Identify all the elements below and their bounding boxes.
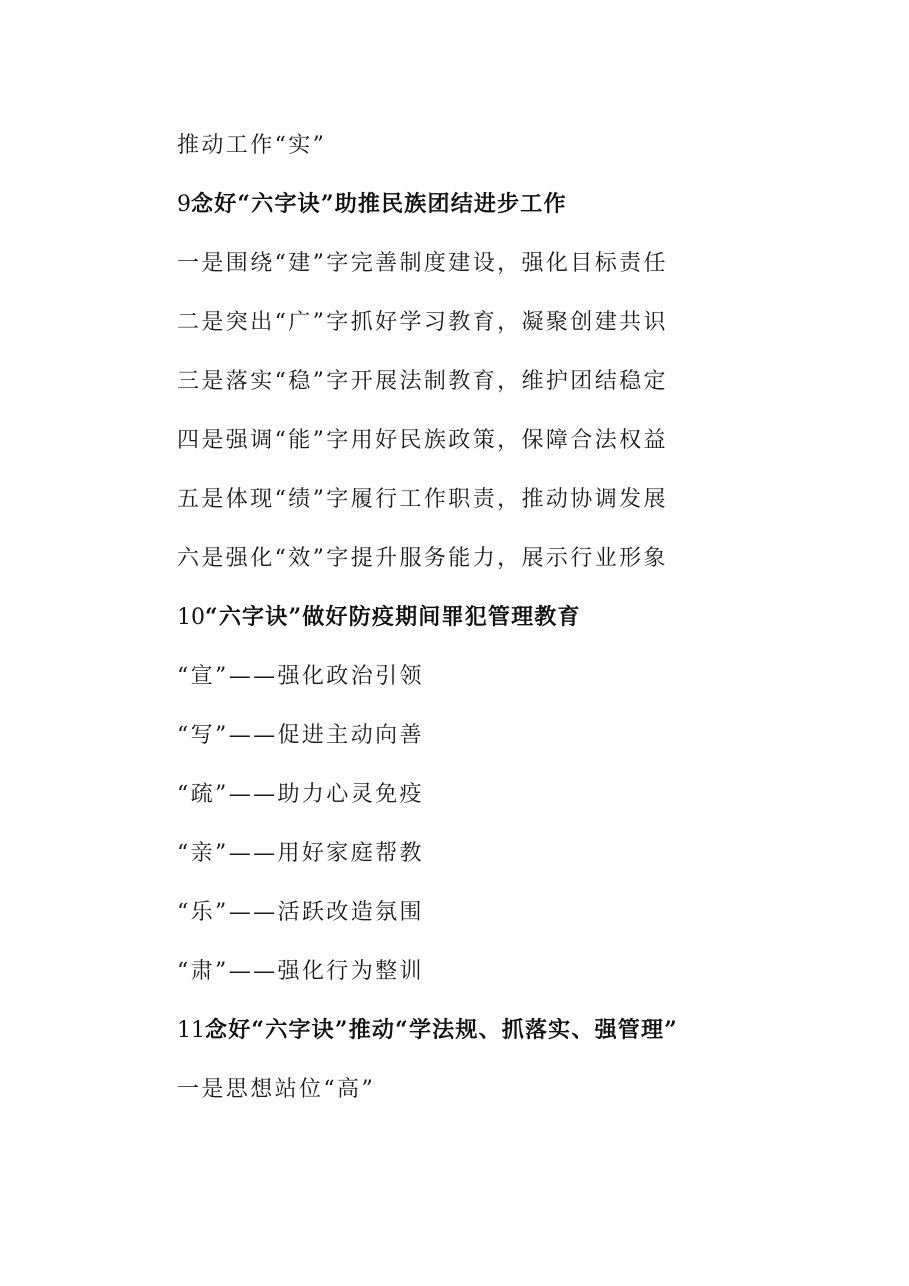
paragraph-line: 二是突出“广”字抓好学习教育，凝聚创建共识	[177, 310, 668, 335]
section-heading-text: “六字诀”做好防疫期间罪犯管理教育	[205, 604, 581, 630]
paragraph-line: 三是落实“稳”字开展法制教育，维护团结稳定	[177, 369, 668, 394]
document-body	[177, 116, 877, 1119]
section-heading-text: 念好“六字诀”推动“学法规、抓落实、强管理”	[205, 1017, 679, 1043]
paragraph-line: “亲”——用好家庭帮教	[177, 841, 424, 866]
section-number: 9	[177, 192, 191, 217]
paragraph-line: 五是体现“绩”字履行工作职责，推动协调发展	[177, 487, 668, 512]
paragraph-line: 四是强调“能”字用好民族政策，保障合法权益	[177, 428, 668, 453]
paragraph-line: 推动工作“实”	[177, 133, 327, 158]
section-heading	[177, 1001, 877, 1060]
paragraph-line: “疏”——助力心灵免疫	[177, 782, 424, 807]
paragraph-line: 六是强化“效”字提升服务能力，展示行业形象	[177, 546, 668, 571]
paragraph-line: “宣”——强化政治引领	[177, 664, 424, 689]
section-heading	[177, 175, 877, 234]
paragraph-line: 一是围绕“建”字完善制度建设，强化目标责任	[177, 251, 668, 276]
paragraph-line: “乐”——活跃改造氛围	[177, 900, 424, 925]
paragraph-line: “肃”——强化行为整训	[177, 959, 424, 984]
section-heading-text: 念好“六字诀”助推民族团结进步工作	[191, 191, 567, 217]
section-number: 11	[177, 1018, 205, 1043]
section-heading	[177, 588, 877, 647]
paragraph-line: 一是思想站位“高”	[177, 1077, 376, 1102]
paragraph-line: “写”——促进主动向善	[177, 723, 424, 748]
section-number: 10	[177, 605, 205, 630]
